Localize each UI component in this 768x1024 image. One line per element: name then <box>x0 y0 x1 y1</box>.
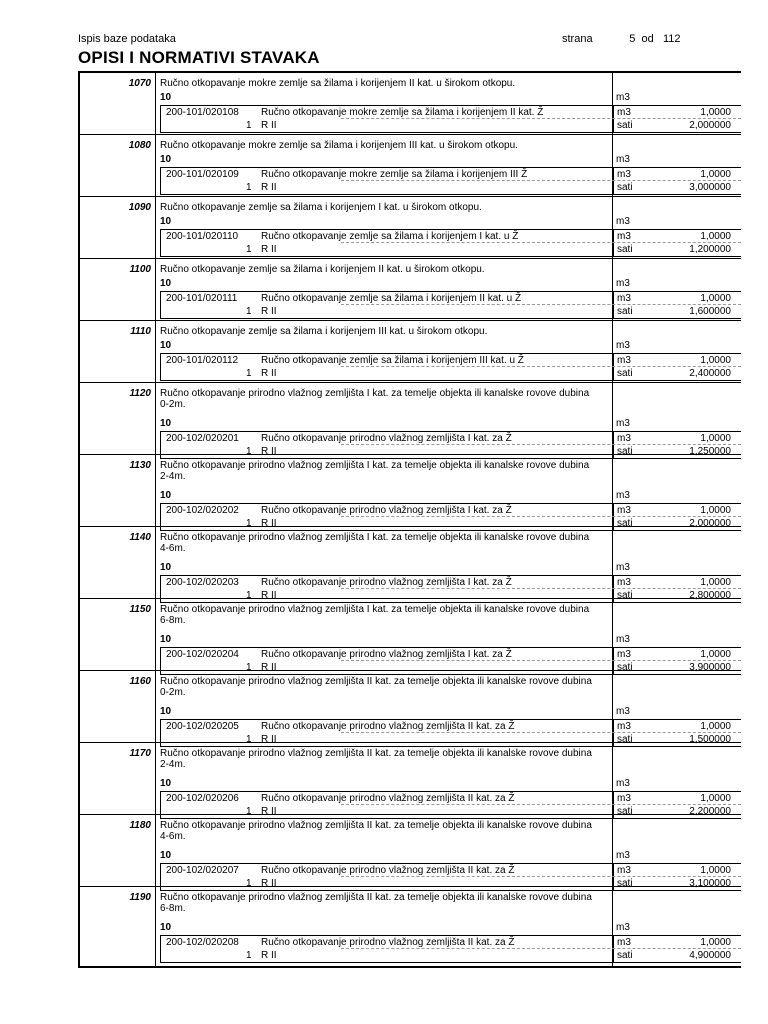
resource-unit: sati <box>617 950 633 961</box>
item-quantity: 10 <box>160 154 172 165</box>
resource-name: R II <box>261 806 277 817</box>
norm-value: 1,0000 <box>700 865 731 876</box>
item-description: Ručno otkopavanje prirodno vlažnog zemljišta I kat. za temelje objekta ili kanalske rovove dubina 6-8m. <box>160 604 590 626</box>
item-number: 1160 <box>129 676 151 687</box>
resource-value: 1,600000 <box>689 306 731 317</box>
item-description: Ručno otkopavanje prirodno vlažnog zemljišta I kat. za temelje objekta ili kanalske rovove dubina 2-4m. <box>160 460 590 482</box>
norm-description: Ručno otkopavanje mokre zemlje sa žilama i korijenjem III Ž <box>261 169 528 180</box>
dashed-rule <box>341 948 741 949</box>
norm-code: 200-101/020111 <box>166 293 238 304</box>
norm-value: 1,0000 <box>700 355 731 366</box>
norm-unit: m3 <box>617 649 631 660</box>
item-number: 1170 <box>129 748 151 759</box>
norm-value: 1,0000 <box>700 721 731 732</box>
norm-value: 1,0000 <box>700 505 731 516</box>
norm-subrow <box>160 167 741 195</box>
norm-code: 200-102/020207 <box>166 865 239 876</box>
item-unit: m3 <box>616 418 630 429</box>
dashed-rule <box>341 444 741 445</box>
resource-unit: sati <box>617 120 633 131</box>
resource-number: 1 <box>246 182 252 193</box>
norm-code: 200-102/020205 <box>166 721 239 732</box>
norm-unit: m3 <box>617 505 631 516</box>
item-unit: m3 <box>616 922 630 933</box>
norm-unit: m3 <box>617 793 631 804</box>
resource-value: 1,500000 <box>689 734 731 745</box>
subrow-divider <box>613 168 614 194</box>
norm-subrow <box>160 935 741 963</box>
norm-item <box>80 321 741 383</box>
norm-subrow <box>160 229 741 257</box>
item-quantity: 10 <box>160 922 172 933</box>
norm-description: Ručno otkopavanje prirodno vlažnog zemljišta I kat. za Ž <box>261 433 512 444</box>
resource-value: 1,200000 <box>689 244 731 255</box>
dashed-rule <box>341 118 741 119</box>
resource-value: 2,000000 <box>689 518 731 529</box>
item-unit: m3 <box>616 562 630 573</box>
resource-unit: sati <box>617 182 633 193</box>
dashed-rule <box>341 804 741 805</box>
resource-number: 1 <box>246 878 252 889</box>
item-description: Ručno otkopavanje mokre zemlje sa žilama i korijenjem III kat. u širokom otkopu. <box>160 140 518 151</box>
resource-value: 1,250000 <box>689 446 731 457</box>
item-quantity: 10 <box>160 278 172 289</box>
item-unit: m3 <box>616 490 630 501</box>
resource-number: 1 <box>246 446 252 457</box>
resource-number: 1 <box>246 734 252 745</box>
subrow-divider <box>613 292 614 318</box>
resource-number: 1 <box>246 662 252 673</box>
norm-item <box>80 383 741 455</box>
norm-item <box>80 743 741 815</box>
norm-code: 200-102/020208 <box>166 937 239 948</box>
resource-value: 2,000000 <box>689 120 731 131</box>
item-number: 1100 <box>129 264 151 275</box>
norm-value: 1,0000 <box>700 649 731 660</box>
norm-code: 200-102/020201 <box>166 433 239 444</box>
resource-unit: sati <box>617 306 633 317</box>
resource-number: 1 <box>246 368 252 379</box>
resource-value: 2,200000 <box>689 806 731 817</box>
item-number: 1110 <box>130 326 151 337</box>
item-description: Ručno otkopavanje prirodno vlažnog zemljišta I kat. za temelje objekta ili kanalske rovove dubina 4-6m. <box>160 532 590 554</box>
norm-item <box>80 599 741 671</box>
item-unit: m3 <box>616 340 630 351</box>
item-description: Ručno otkopavanje zemlje sa žilama i korijenjem III kat. u širokom otkopu. <box>160 326 488 337</box>
norm-description: Ručno otkopavanje prirodno vlažnog zemljišta I kat. za Ž <box>261 577 512 588</box>
subrow-divider <box>613 230 614 256</box>
dashed-rule <box>341 180 741 181</box>
norm-code: 200-102/020206 <box>166 793 239 804</box>
norm-value: 1,0000 <box>700 937 731 948</box>
subrow-divider <box>613 936 614 962</box>
resource-name: R II <box>261 950 277 961</box>
dashed-rule <box>341 242 741 243</box>
norm-value: 1,0000 <box>700 577 731 588</box>
resource-unit: sati <box>617 878 633 889</box>
resource-unit: sati <box>617 734 633 745</box>
dashed-rule <box>341 366 741 367</box>
norm-description: Ručno otkopavanje prirodno vlažnog zemljišta II kat. za Ž <box>261 865 515 876</box>
norm-description: Ručno otkopavanje zemlje sa žilama i korijenjem III kat. u Ž <box>261 355 524 366</box>
norm-item <box>80 527 741 599</box>
item-unit: m3 <box>616 634 630 645</box>
resource-number: 1 <box>246 518 252 529</box>
resource-value: 2,400000 <box>689 368 731 379</box>
resource-number: 1 <box>246 590 252 601</box>
norm-item <box>80 259 741 321</box>
item-description: Ručno otkopavanje prirodno vlažnog zemljišta I kat. za temelje objekta ili kanalske rovove dubina 0-2m. <box>160 388 590 410</box>
item-number: 1080 <box>128 140 151 151</box>
item-description: Ručno otkopavanje prirodno vlažnog zemljišta II kat. za temelje objekta ili kanalske rovove dubina 6-8m. <box>160 892 592 914</box>
resource-unit: sati <box>617 244 633 255</box>
page-indicator <box>562 33 680 45</box>
norm-item <box>80 197 741 259</box>
norm-unit: m3 <box>617 231 631 242</box>
item-description: Ručno otkopavanje zemlje sa žilama i korijenjem I kat. u širokom otkopu. <box>160 202 482 213</box>
norm-description: Ručno otkopavanje prirodno vlažnog zemljišta I kat. za Ž <box>261 505 512 516</box>
resource-value: 3,000000 <box>689 182 731 193</box>
resource-name: R II <box>261 662 277 673</box>
resource-name: R II <box>261 878 277 889</box>
item-unit: m3 <box>616 778 630 789</box>
norm-unit: m3 <box>617 293 631 304</box>
resource-unit: sati <box>617 368 633 379</box>
item-number: 1180 <box>129 820 151 831</box>
norm-subrow <box>160 291 741 319</box>
norm-value: 1,0000 <box>700 107 731 118</box>
norm-code: 200-102/020204 <box>166 649 239 660</box>
resource-name: R II <box>261 182 277 193</box>
item-unit: m3 <box>616 92 630 103</box>
resource-unit: sati <box>617 518 633 529</box>
norm-code: 200-102/020202 <box>166 505 239 516</box>
dashed-rule <box>341 516 741 517</box>
report-source-label: Ispis baze podataka <box>78 33 176 45</box>
norm-code: 200-101/020110 <box>166 231 239 242</box>
norm-code: 200-101/020109 <box>166 169 239 180</box>
norm-description: Ručno otkopavanje prirodno vlažnog zemljišta II kat. za Ž <box>261 793 515 804</box>
item-number: 1190 <box>129 892 151 903</box>
item-number: 1120 <box>129 388 151 399</box>
resource-name: R II <box>261 518 277 529</box>
resource-number: 1 <box>246 306 252 317</box>
norm-item <box>80 73 741 135</box>
item-description: Ručno otkopavanje prirodno vlažnog zemljišta II kat. za temelje objekta ili kanalske rovove dubina 2-4m. <box>160 748 592 770</box>
norm-unit: m3 <box>617 577 631 588</box>
norm-value: 1,0000 <box>700 293 731 304</box>
dashed-rule <box>341 732 741 733</box>
item-unit: m3 <box>616 706 630 717</box>
item-unit: m3 <box>616 154 630 165</box>
item-quantity: 10 <box>160 490 172 501</box>
norm-value: 1,0000 <box>700 169 731 180</box>
item-number: 1090 <box>128 202 151 213</box>
norm-unit: m3 <box>617 169 631 180</box>
resource-value: 3,900000 <box>689 662 731 673</box>
resource-value: 4,900000 <box>689 950 731 961</box>
item-unit: m3 <box>616 216 630 227</box>
norm-value: 1,0000 <box>700 433 731 444</box>
resource-unit: sati <box>617 806 633 817</box>
item-number: 1130 <box>129 460 151 471</box>
resource-name: R II <box>261 120 277 131</box>
norm-description: Ručno otkopavanje prirodno vlažnog zemljišta I kat. za Ž <box>261 649 512 660</box>
page-number: 5 <box>629 33 636 45</box>
resource-unit: sati <box>617 446 633 457</box>
norm-item <box>80 671 741 743</box>
item-description: Ručno otkopavanje mokre zemlje sa žilama i korijenjem II kat. u širokom otkopu. <box>160 78 516 89</box>
norm-unit: m3 <box>617 433 631 444</box>
norm-unit: m3 <box>617 937 631 948</box>
item-quantity: 10 <box>160 340 172 351</box>
item-description: Ručno otkopavanje prirodno vlažnog zemljišta II kat. za temelje objekta ili kanalske rovove dubina 0-2m. <box>160 676 592 698</box>
page-title: OPISI I NORMATIVI STAVAKA <box>78 48 320 67</box>
item-quantity: 10 <box>160 216 172 227</box>
page-of-label: od <box>641 33 654 45</box>
resource-value: 2,800000 <box>689 590 731 601</box>
norm-description: Ručno otkopavanje mokre zemlje sa žilama i korijenjem II kat. Ž <box>261 107 544 118</box>
norm-code: 200-101/020112 <box>166 355 239 366</box>
norm-item <box>80 815 741 887</box>
subrow-divider <box>613 106 614 132</box>
item-quantity: 10 <box>160 418 172 429</box>
page-label: strana <box>562 33 593 45</box>
norm-subrow <box>160 353 741 381</box>
item-number: 1140 <box>129 532 151 543</box>
resource-number: 1 <box>246 950 252 961</box>
resource-name: R II <box>261 446 277 457</box>
resource-name: R II <box>261 734 277 745</box>
item-description: Ručno otkopavanje zemlje sa žilama i korijenjem II kat. u širokom otkopu. <box>160 264 485 275</box>
norm-description: Ručno otkopavanje zemlje sa žilama i korijenjem II kat. u Ž <box>261 293 522 304</box>
norm-unit: m3 <box>617 865 631 876</box>
resource-name: R II <box>261 306 277 317</box>
norm-value: 1,0000 <box>700 793 731 804</box>
resource-number: 1 <box>246 806 252 817</box>
dashed-rule <box>341 304 741 305</box>
norm-code: 200-102/020203 <box>166 577 239 588</box>
resource-unit: sati <box>617 590 633 601</box>
norm-description: Ručno otkopavanje zemlje sa žilama i korijenjem I kat. u Ž <box>261 231 519 242</box>
resource-unit: sati <box>617 662 633 673</box>
norm-value: 1,0000 <box>700 231 731 242</box>
norm-unit: m3 <box>617 355 631 366</box>
norms-table <box>78 71 741 968</box>
item-description: Ručno otkopavanje prirodno vlažnog zemljišta II kat. za temelje objekta ili kanalske rovove dubina 4-6m. <box>160 820 592 842</box>
page-total: 112 <box>662 33 681 45</box>
norm-description: Ručno otkopavanje prirodno vlažnog zemljišta II kat. za Ž <box>261 721 515 732</box>
resource-name: R II <box>261 368 277 379</box>
norm-item <box>80 887 741 968</box>
subrow-divider <box>613 354 614 380</box>
norm-unit: m3 <box>617 107 631 118</box>
resource-number: 1 <box>246 244 252 255</box>
norm-description: Ručno otkopavanje prirodno vlažnog zemljišta II kat. za Ž <box>261 937 515 948</box>
item-quantity: 10 <box>160 778 172 789</box>
norm-subrow <box>160 105 741 133</box>
dashed-rule <box>341 876 741 877</box>
norm-item <box>80 455 741 527</box>
dashed-rule <box>341 660 741 661</box>
item-number: 1070 <box>128 78 151 89</box>
resource-value: 3,100000 <box>689 878 731 889</box>
item-number: 1150 <box>129 604 151 615</box>
item-quantity: 10 <box>160 850 172 861</box>
resource-number: 1 <box>246 120 252 131</box>
dashed-rule <box>341 588 741 589</box>
norm-code: 200-101/020108 <box>166 107 239 118</box>
norm-unit: m3 <box>617 721 631 732</box>
item-quantity: 10 <box>160 562 172 573</box>
resource-name: R II <box>261 244 277 255</box>
item-quantity: 10 <box>160 92 172 103</box>
item-quantity: 10 <box>160 706 172 717</box>
item-unit: m3 <box>616 850 630 861</box>
resource-name: R II <box>261 590 277 601</box>
item-quantity: 10 <box>160 634 172 645</box>
item-unit: m3 <box>616 278 630 289</box>
norm-item <box>80 135 741 197</box>
